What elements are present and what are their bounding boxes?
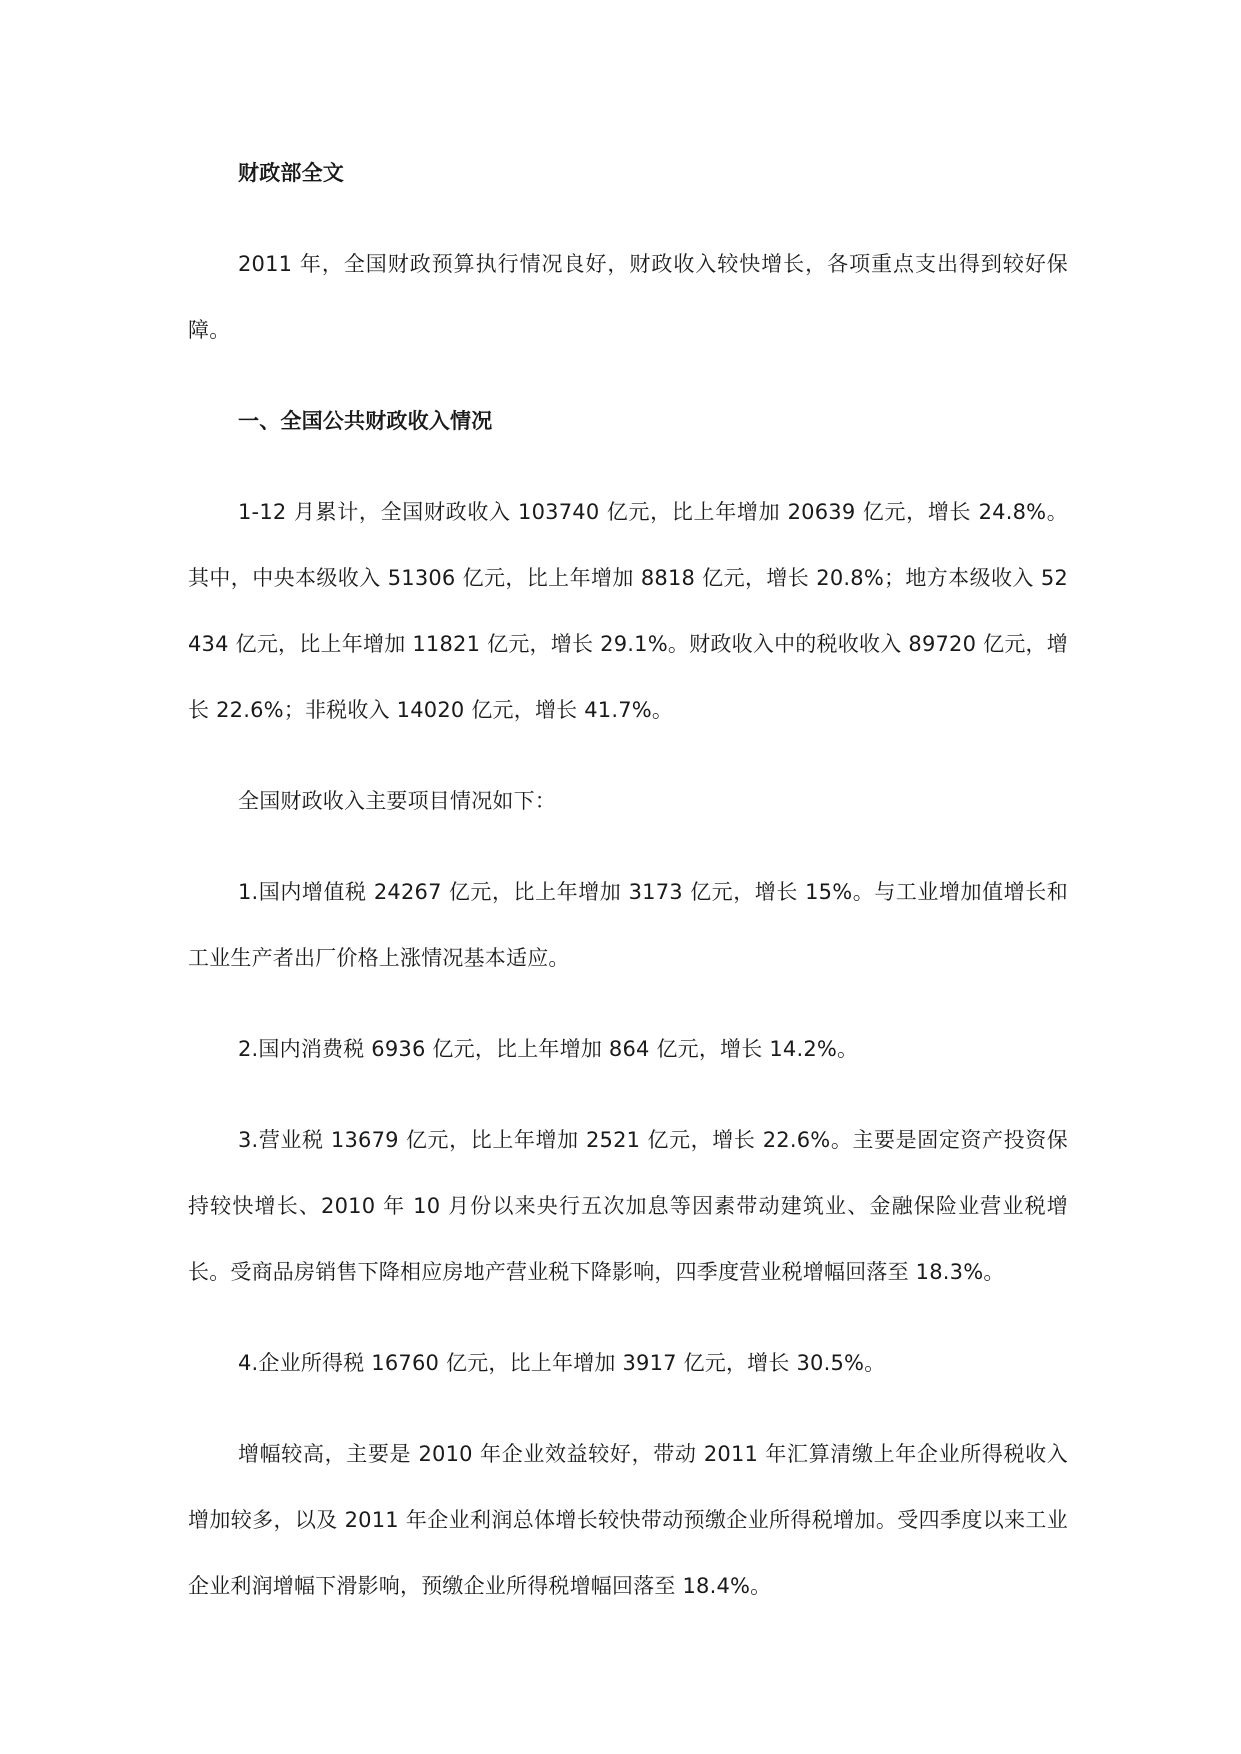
document-body: [188, 140, 1068, 1619]
item4-paragraph: 4.企业所得税 16760 亿元，比上年增加 3917 亿元，增长 30.5%。: [238, 1351, 886, 1375]
section-heading: 一、全国公共财政收入情况: [238, 409, 493, 433]
item4-detail-paragraph: 增幅较高，主要是 2010 年企业效益较好，带动 2011 年汇算清缴上年企业所得税收入增加较多，以及 2011 年企业利润总体增长较快带动预缴企业所得税增加。受四季度以来工业企业利润增幅下滑影响，预缴企业所得税增幅回落至 18.4%。: [188, 1442, 1068, 1598]
item3-paragraph: 3.营业税 13679 亿元，比上年增加 2521 亿元，增长 22.6%。主要是固定资产投资保持较快增长、2010 年 10 月份以来央行五次加息等因素带动建筑业、金融保险业营业税增长。受商品房销售下降相应房地产营业税下降影响，四季度营业税增幅回落至 18.3%。: [188, 1128, 1068, 1284]
intro-paragraph: 2011 年，全国财政预算执行情况良好，财政收入较快增长，各项重点支出得到较好保障。: [188, 252, 1068, 342]
item1-paragraph: 1.国内增值税 24267 亿元，比上年增加 3173 亿元，增长 15%。与工业增加值增长和工业生产者出厂价格上涨情况基本适应。: [188, 880, 1068, 970]
document-title: 财政部全文: [238, 161, 344, 185]
summary-paragraph: 1-12 月累计，全国财政收入 103740 亿元，比上年增加 20639 亿元，增长 24.8%。其中，中央本级收入 51306 亿元，比上年增加 8818 亿元，增长 20.8%；地方本级收入 52434 亿元，比上年增加 11821 亿元，增长 29.1%。财政收入中的税收收入 89720 亿元，增长 22.6%；非税收入 14020 亿元，增长 41.7%。: [188, 500, 1068, 722]
items-intro-paragraph: 全国财政收入主要项目情况如下：: [238, 789, 556, 813]
item2-paragraph: 2.国内消费税 6936 亿元，比上年增加 864 亿元，增长 14.2%。: [238, 1037, 859, 1061]
